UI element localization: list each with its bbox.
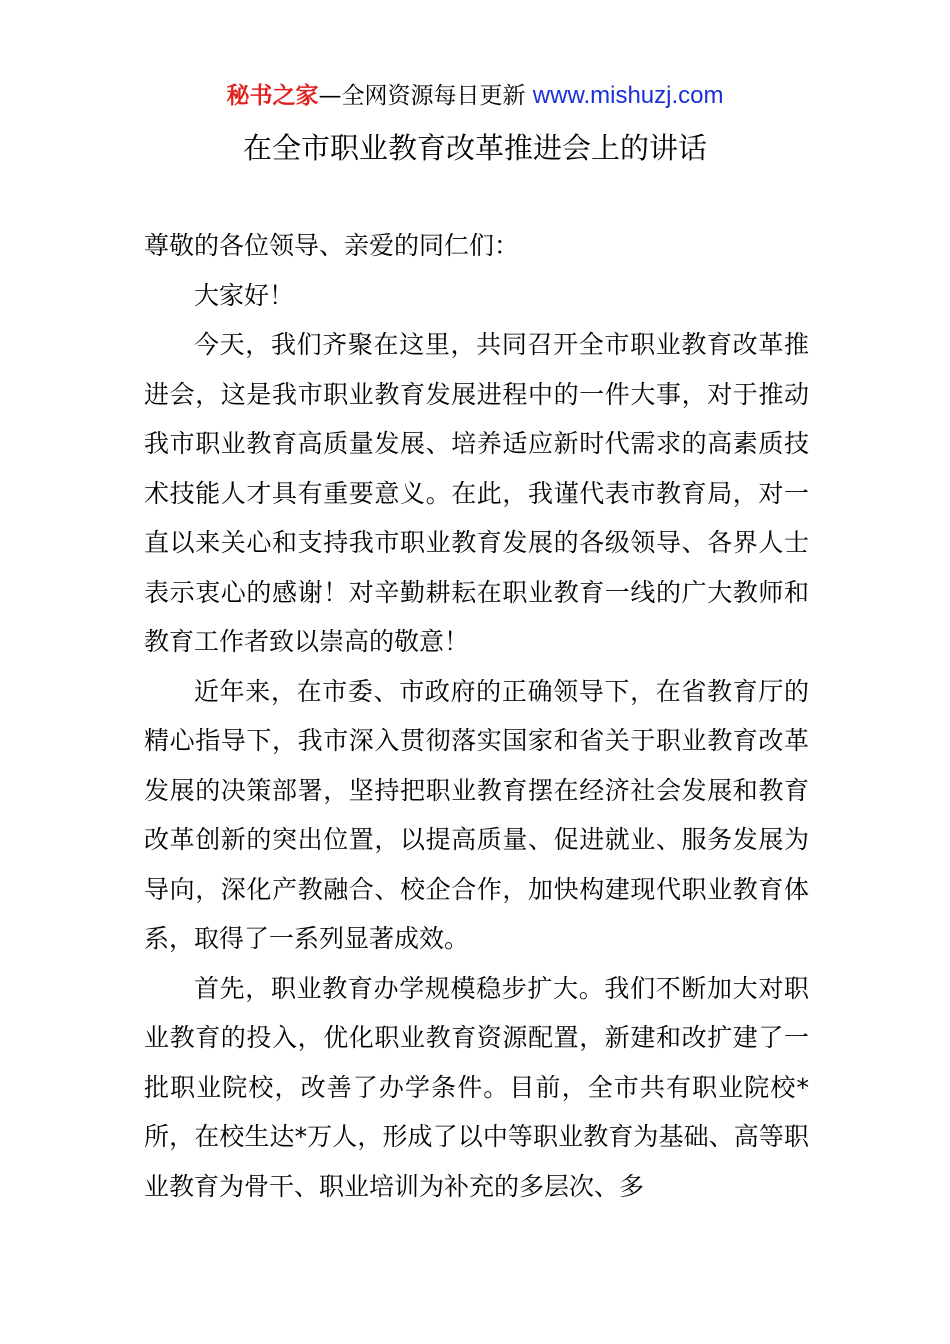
site-header bbox=[0, 78, 950, 114]
site-url-link[interactable]: www.mishuzj.com bbox=[532, 82, 724, 109]
paragraph-opening: 今天，我们齐聚在这里，共同召开全市职业教育改革推进会，这是我市职业教育发展进程中的一件大事，对于推动我市职业教育高质量发展、培养适应新时代需求的高素质技术技能人才具有重要意义。在此，我谨代表市教育局，对一直以来关心和支持我市职业教育发展的各级领导、各界人士表示衷心的感谢！对辛勤耕耘在职业教育一线的广大教师和教育工作者致以崇高的敬意！ bbox=[144, 330, 809, 656]
document-title: 在全市职业教育改革推进会上的讲话 bbox=[242, 131, 707, 165]
site-tagline: —全网资源每日更新 bbox=[318, 83, 533, 109]
paragraph-achievements: 近年来，在市委、市政府的正确领导下，在省教育厅的精心指导下，我市深入贯彻落实国家和省关于职业教育改革发展的决策部署，坚持把职业教育摆在经济社会发展和教育改革创新的突出位置，以提高质量、促进就业、服务发展为导向，深化产教融合、校企合作，加快构建现代职业教育体系，取得了一系列显著成效。 bbox=[144, 676, 809, 953]
paragraph-greeting: 大家好！ bbox=[194, 280, 295, 310]
site-brand: 秘书之家 bbox=[226, 83, 319, 109]
salutation: 尊敬的各位领导、亲爱的同仁们： bbox=[144, 231, 520, 260]
document-body bbox=[144, 221, 809, 1211]
paragraph-scale: 首先，职业教育办学规模稳步扩大。我们不断加大对职业教育的投入，优化职业教育资源配置，新建和改扩建了一批职业院校，改善了办学条件。目前，全市共有职业院校*所，在校生达*万人，形成了以中等职业教育为基础、高等职业教育为骨干、职业培训为补充的多层次、多 bbox=[144, 973, 809, 1201]
